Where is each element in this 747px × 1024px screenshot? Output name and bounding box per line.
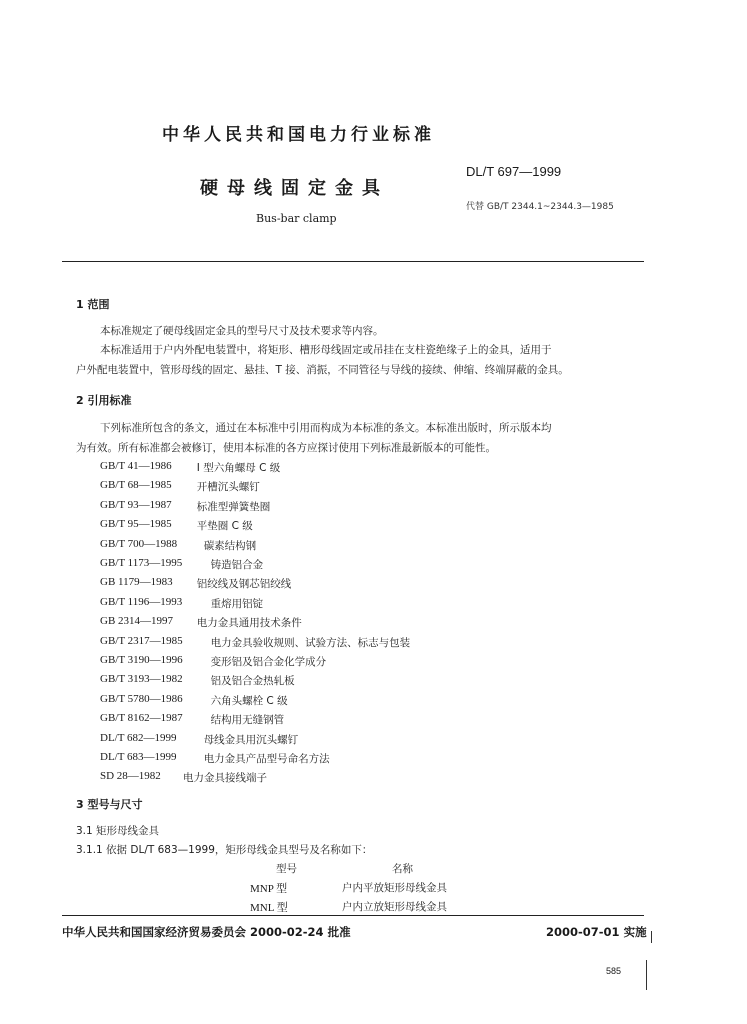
section-2-heading: 2 引用标准 (76, 394, 132, 407)
reference-title: 电力金具通用技术条件 (196, 617, 302, 629)
reference-title: 碳素结构钢 (203, 540, 257, 552)
reference-code: DL/T 682—1999 (100, 732, 177, 744)
replaces-note: 代替 GB/T 2344.1~2344.3—1985 (466, 202, 614, 212)
reference-title: I 型六角螺母 C 级 (196, 462, 281, 474)
reference-code: GB/T 5780—1986 (100, 693, 183, 705)
section-2-intro-line-1: 下列标准所包含的条文，通过在本标准中引用而构成为本标准的条文。本标准出版时，所示版本均 (100, 422, 552, 434)
page-number: 585 (606, 966, 622, 976)
issuing-organization: 中华人民共和国电力行业标准 (162, 125, 435, 145)
table-row-1-model: MNP 型 (250, 883, 288, 895)
reference-code: SD 28—1982 (100, 770, 161, 782)
reference-title: 标准型弹簧垫圈 (196, 501, 271, 513)
section-1-heading: 1 范围 (76, 298, 110, 311)
reference-code: GB/T 1196—1993 (100, 596, 183, 608)
reference-title: 母线金具用沉头螺钉 (203, 734, 299, 746)
reference-title: 平垫圈 C 级 (196, 520, 253, 532)
table-row-1-name: 户内平放矩形母线金具 (342, 882, 447, 894)
reference-title: 铝及铝合金热轧板 (210, 675, 295, 687)
issued-by-date: 中华人民共和国国家经济贸易委员会 2000-02-24 批准 (62, 925, 351, 939)
table-header-name: 名称 (392, 863, 413, 875)
reference-code: GB/T 2317—1985 (100, 635, 183, 647)
reference-code: GB/T 41—1986 (100, 460, 172, 472)
section-3-1-1-text: 3.1.1 依据 DL/T 683—1999，矩形母线金具型号及名称如下： (76, 844, 373, 856)
reference-code: GB/T 1173—1995 (100, 557, 183, 569)
english-title: Bus-bar clamp (256, 212, 337, 225)
reference-title: 铝绞线及钢芯铝绞线 (196, 578, 292, 590)
header-divider (62, 261, 644, 262)
reference-title: 电力金具产品型号命名方法 (203, 753, 330, 765)
reference-title: 结构用无缝钢管 (210, 714, 285, 726)
table-row-2-model: MNL 型 (250, 902, 288, 914)
reference-title: 电力金具接线端子 (183, 772, 267, 784)
table-row-2-name: 户内立放矩形母线金具 (342, 901, 447, 913)
reference-code: GB 2314—1997 (100, 615, 174, 627)
section-1-paragraph-2-line-2: 户外配电装置中，管形母线的固定、悬挂、T 接、消振，不同管径与导线的接续、伸缩、终端屏蔽的金具。 (76, 364, 569, 376)
reference-code: GB/T 68—1985 (100, 479, 172, 491)
section-2-intro-line-2: 为有效。所有标准都会被修订，使用本标准的各方应探讨使用下列标准最新版本的可能性。 (76, 442, 496, 454)
reference-code: GB/T 3193—1982 (100, 673, 183, 685)
section-1-paragraph-1: 本标准规定了硬母线固定金具的型号尺寸及技术要求等内容。 (100, 325, 384, 337)
reference-code: GB/T 3190—1996 (100, 654, 183, 666)
section-3-1-heading: 3.1 矩形母线金具 (76, 825, 160, 837)
margin-mark (651, 931, 652, 943)
footer-divider (62, 915, 644, 916)
reference-code: GB/T 93—1987 (100, 499, 172, 511)
standard-code: DL/T 697—1999 (466, 164, 562, 179)
section-1-paragraph-2-line-1: 本标准适用于户内外配电装置中，将矩形、槽形母线固定或吊挂在支柱瓷绝缘子上的金具，适用于 (100, 344, 552, 356)
section-3-heading: 3 型号与尺寸 (76, 798, 143, 811)
reference-title: 重熔用铝锭 (210, 598, 264, 610)
table-header-model: 型号 (276, 863, 297, 875)
reference-title: 开槽沉头螺钉 (196, 481, 260, 493)
reference-title: 变形铝及铝合金化学成分 (210, 656, 327, 668)
reference-code: GB/T 95—1985 (100, 518, 172, 530)
document-title: 硬母线固定金具 (200, 178, 389, 199)
reference-code: GB 1179—1983 (100, 576, 173, 588)
reference-code: GB/T 8162—1987 (100, 712, 183, 724)
reference-code: GB/T 700—1988 (100, 538, 178, 550)
reference-title: 电力金具验收规则、试验方法、标志与包装 (210, 637, 411, 649)
reference-title: 六角头螺栓 C 级 (210, 695, 288, 707)
reference-title: 铸造铝合金 (210, 559, 264, 571)
margin-mark (646, 960, 647, 990)
reference-code: DL/T 683—1999 (100, 751, 177, 763)
effective-date: 2000-07-01 实施 (546, 925, 647, 939)
